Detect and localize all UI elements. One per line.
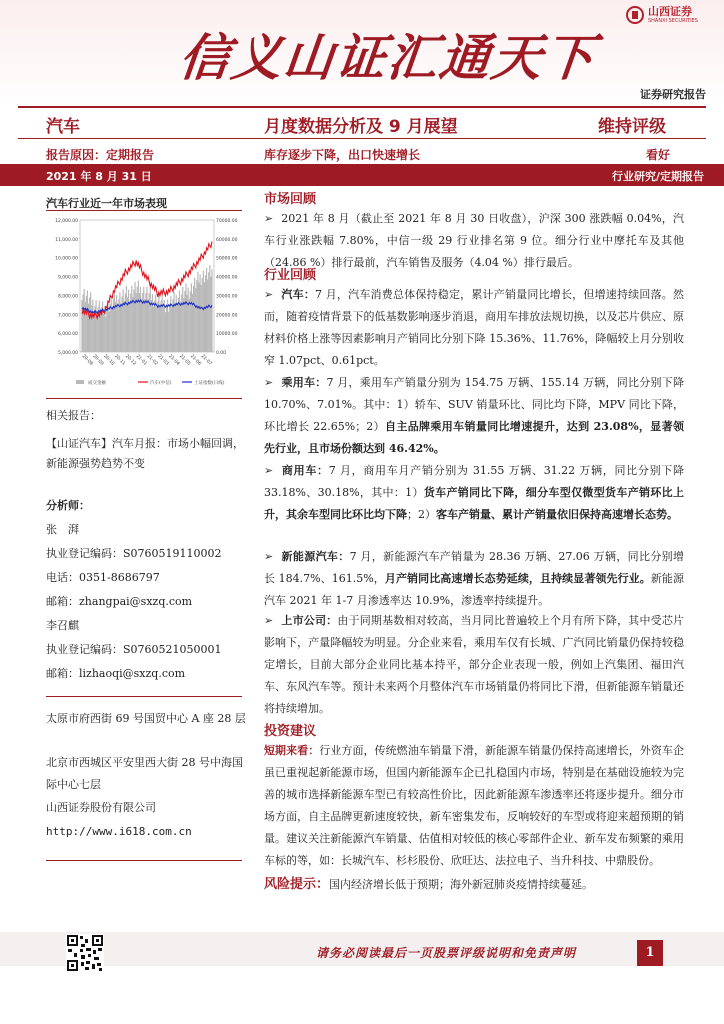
volume-bar xyxy=(175,303,176,352)
company-logo xyxy=(626,6,698,24)
chart-title: 汽车行业近一年市场表现 xyxy=(46,197,167,210)
volume-bar xyxy=(84,289,85,352)
address-beijing: 北京市西城区平安里西大街 28 号中海国际中心七层 xyxy=(46,756,243,791)
left-divider-2 xyxy=(46,696,242,697)
page-number: 1 xyxy=(637,940,663,966)
volume-bar xyxy=(128,290,129,352)
analyst2-name: 李召麒 xyxy=(46,619,79,632)
para-nev xyxy=(264,546,684,612)
para-auto-lead: 汽车： xyxy=(281,288,316,301)
market-review-text xyxy=(264,208,684,274)
x-tick-label: 20-09 xyxy=(91,353,105,367)
arrow-bullet-icon: ➢ xyxy=(264,464,274,477)
volume-bar xyxy=(118,299,119,352)
header-slogan: 信义山证汇通天下 xyxy=(176,28,599,87)
market-chart xyxy=(46,214,246,392)
arrow-bullet-icon: ➢ xyxy=(264,550,274,563)
volume-bar xyxy=(178,298,179,352)
volume-bar xyxy=(153,307,154,352)
para-nev-bold: 月产销同比高速增长态势延续，且持续显著领先行业。 xyxy=(384,572,651,585)
market-review-body: 2021 年 8 月（截止至 2021 年 8 月 30 日收盘），沪深 300 涨跌幅 0.04%，汽车行业涨跌幅 7.80%，中信一级 29 行业排名第 9 位。细分行业中摩托车及其他（24.86 %）排行最前，汽车销售及服务（4.04 %）排行最后。 xyxy=(264,212,684,269)
legend-label: 汽车(中信) xyxy=(150,381,172,386)
para-commercial-bold1: 货车产销同比下降，细分车型仅微型货车产销环比上升，其余车型同比环比均下降 xyxy=(264,486,685,521)
volume-bar xyxy=(162,294,163,352)
volume-bar xyxy=(147,299,148,352)
company-website[interactable]: http://www.i618.com.cn xyxy=(46,825,192,838)
volume-bar xyxy=(157,301,158,352)
volume-bar xyxy=(163,306,164,352)
arrow-bullet-icon: ➢ xyxy=(264,614,274,627)
company-name: 山西证券股份有限公司 xyxy=(46,801,156,814)
left-tick-label: 6,000.00 xyxy=(57,332,78,338)
para-commercial-body: 7 月，商用车月产销分别为 31.55 万辆、31.22 万辆，同比分别下降 33.18%、30.18%，其中：1） xyxy=(264,464,685,499)
x-tick-label: 21-03 xyxy=(156,353,170,367)
volume-bar xyxy=(99,301,100,352)
volume-bar xyxy=(183,298,184,352)
volume-bar xyxy=(120,304,121,352)
volume-bar xyxy=(190,291,191,352)
right-tick-label: 50000.00 xyxy=(216,256,238,262)
report-subtitle: 库存逐步下降，出口快速增长 xyxy=(264,148,421,162)
x-tick-label: 20-08 xyxy=(80,353,94,367)
volume-bar xyxy=(124,301,125,352)
volume-bar xyxy=(182,287,183,352)
x-tick-label: 21-01 xyxy=(134,353,148,367)
risk-heading: 风险提示： xyxy=(264,877,330,892)
volume-bar xyxy=(166,306,167,352)
volume-bar xyxy=(188,288,189,352)
right-tick-label: 10000.00 xyxy=(216,332,238,338)
arrow-bullet-icon: ➢ xyxy=(264,212,274,225)
related-label: 相关报告： xyxy=(46,409,101,422)
volume-bar xyxy=(103,314,104,352)
volume-bar xyxy=(198,283,199,352)
left-tick-label: 12,000.00 xyxy=(55,219,78,224)
volume-bar xyxy=(205,275,206,352)
analyst1-email[interactable]: 邮箱：zhangpai@sxzq.com xyxy=(46,595,193,608)
volume-bar xyxy=(117,307,118,352)
volume-bar xyxy=(196,280,197,352)
volume-bar xyxy=(211,269,212,352)
para-commercial-mid: ；2） xyxy=(407,508,436,521)
volume-bar xyxy=(210,277,211,352)
volume-bar xyxy=(199,274,200,352)
volume-bar xyxy=(137,287,138,352)
date-band xyxy=(0,164,724,186)
volume-bar xyxy=(123,289,124,352)
x-tick-label: 21-06 xyxy=(188,353,202,367)
chart-title-rule xyxy=(46,210,242,211)
volume-bar xyxy=(202,278,203,352)
volume-bar xyxy=(203,271,204,352)
volume-bar xyxy=(144,299,145,352)
volume-bar xyxy=(141,299,142,352)
volume-bar xyxy=(185,284,186,352)
volume-bar xyxy=(151,300,152,352)
volume-bar xyxy=(86,296,87,352)
market-review-heading: 市场回顾 xyxy=(264,192,317,207)
rating: 维持评级 xyxy=(598,117,666,137)
volume-bar xyxy=(110,304,111,352)
legend-swatch xyxy=(76,380,84,384)
para-risk xyxy=(264,874,684,896)
para-commercial-lead: 商用车： xyxy=(281,464,329,477)
volume-bar xyxy=(105,317,106,352)
right-tick-label: 0.00 xyxy=(216,351,227,356)
volume-bar xyxy=(189,299,190,352)
title-divider xyxy=(18,138,706,139)
para-nev-body: 7 月，新能源汽车产销量为 28.36 万辆、27.06 万辆，同比分别增长 184.7%、161.5%， xyxy=(264,550,685,585)
volume-bar xyxy=(131,286,132,352)
left-tick-label: 9,000.00 xyxy=(57,275,78,281)
left-tick-label: 11,000.00 xyxy=(55,237,78,243)
para-passenger-bold: 自主品牌乘用车销量同比增速提升，达到 23.08%，显著领先行业，且市场份额达到 46.42%。 xyxy=(264,420,684,455)
right-tick-label: 30000.00 xyxy=(216,294,238,300)
volume-bar xyxy=(177,306,178,352)
footer-disclaimer[interactable]: 请务必阅读最后一页股票评级说明和免责声明 xyxy=(316,946,577,960)
rating-view: 看好 xyxy=(646,148,671,162)
analyst2-cert: 执业登记编码：S0760521050001 xyxy=(46,643,222,656)
volume-bar xyxy=(204,282,205,352)
related-report[interactable]: 【山证汽车】汽车月报：市场小幅回调，新能源强势趋势不变 xyxy=(46,437,244,470)
para-listed xyxy=(264,610,684,720)
volume-bar xyxy=(95,300,96,352)
volume-bar xyxy=(191,283,192,352)
para-passenger xyxy=(264,372,684,460)
volume-bar xyxy=(82,294,83,352)
volume-bar xyxy=(133,289,134,352)
volume-bar xyxy=(100,313,101,352)
volume-bar xyxy=(201,285,202,352)
volume-bar xyxy=(192,294,193,352)
volume-bar xyxy=(194,278,195,352)
volume-bar xyxy=(209,265,210,352)
volume-bar xyxy=(140,287,141,352)
volume-bar xyxy=(111,296,112,352)
volume-bar xyxy=(179,290,180,352)
volume-bar xyxy=(164,300,165,352)
x-tick-label: 20-12 xyxy=(123,353,137,367)
report-reason: 报告原因：定期报告 xyxy=(46,148,155,162)
logo-en: SHANXI SECURITIES xyxy=(648,18,698,24)
x-tick-label: 21-04 xyxy=(167,353,181,367)
volume-bar xyxy=(150,287,151,352)
analyst1-phone: 电话：0351-8686797 xyxy=(46,571,160,584)
para-nev-tail: 新能源汽车 2021 年 1-7 月渗透率达 10.9%，渗透率持续提升。 xyxy=(264,572,685,607)
volume-bar xyxy=(195,288,196,352)
x-tick-label: 20-10 xyxy=(102,353,116,367)
volume-bar xyxy=(165,312,166,352)
para-invest xyxy=(264,740,684,872)
logo-name: 山西证券 xyxy=(648,5,692,18)
volume-bar xyxy=(206,268,207,352)
volume-bar xyxy=(171,307,172,352)
report-type: 证券研究报告 xyxy=(640,88,706,101)
right-tick-label: 60000.00 xyxy=(216,237,238,243)
right-tick-label: 20000.00 xyxy=(216,313,238,319)
volume-bar xyxy=(92,300,93,352)
volume-bar xyxy=(89,298,90,352)
para-invest-lead: 短期来看： xyxy=(264,744,320,757)
report-category: 行业研究/定期报告 xyxy=(611,170,704,183)
left-tick-label: 7,000.00 xyxy=(57,313,78,319)
risk-body: 国内经济增长低于预期；海外新冠肺炎疫情持续蔓延。 xyxy=(329,878,594,891)
volume-bar xyxy=(116,295,117,352)
left-divider-3 xyxy=(46,860,242,861)
volume-bar xyxy=(138,281,139,352)
volume-bar xyxy=(126,286,127,352)
right-tick-label: 40000.00 xyxy=(216,275,238,281)
right-tick-label: 70000.00 xyxy=(216,219,238,224)
report-title: 月度数据分析及 9 月展望 xyxy=(264,117,458,137)
header-divider xyxy=(18,106,706,108)
volume-bar xyxy=(87,291,88,352)
volume-bar xyxy=(207,279,208,352)
para-auto-body: 7 月，汽车消费总体保持稳定，累计产销量同比增长，但增速持续回落。然而，随着疫情背景下的低基数影响逐步消退，商用车排放法规切换，以及芯片供应、原材料价格上涨等因素影响月产销同比分别下降 15.36%、11.76%，降幅较上月分别收窄 1.07pct、0.61pct。 xyxy=(264,288,684,367)
volume-bar xyxy=(159,307,160,352)
para-commercial-bold2: 客车产销量、累计产销量依旧保持高速增长态势。 xyxy=(436,508,678,521)
volume-bar xyxy=(168,312,169,352)
volume-bar xyxy=(132,297,133,352)
volume-bar xyxy=(114,291,115,352)
report-date: 2021 年 8 月 31 日 xyxy=(46,170,152,183)
volume-bar xyxy=(143,287,144,352)
para-passenger-lead: 乘用车： xyxy=(281,376,327,389)
volume-bar xyxy=(208,272,209,352)
qr-code-icon[interactable] xyxy=(66,934,104,972)
volume-bar xyxy=(134,282,135,352)
arrow-bullet-icon: ➢ xyxy=(264,288,274,301)
volume-bar xyxy=(160,301,161,352)
address-taiyuan: 太原市府西街 69 号国贸中心 A 座 28 层 xyxy=(46,712,246,725)
volume-bar xyxy=(152,294,153,352)
volume-bar xyxy=(184,291,185,352)
volume-bar xyxy=(115,302,116,352)
arrow-bullet-icon: ➢ xyxy=(264,376,274,389)
para-listed-body: 由于同期基数相对较高，当月同比普遍较上个月有所下降，其中受芯片影响下，产量降幅较为明显。分企业来看，乘用车仅有长城、广汽同比销量仍保持较稳定增长，目前大部分企业同比基本持平，部分企业表现一般，例如上汽集团、福田汽车、东风汽车等。预计未来两个月整体汽车市场销量仍将同比下滑，但新能源车销量还将持续增加。 xyxy=(264,614,685,715)
volume-bar xyxy=(197,272,198,352)
volume-bar xyxy=(193,286,194,352)
legend-label: 成交金额 xyxy=(88,381,106,386)
volume-bar xyxy=(169,304,170,352)
volume-bar xyxy=(108,312,109,352)
volume-bar xyxy=(112,307,113,352)
para-listed-lead: 上市公司： xyxy=(281,614,338,627)
volume-bar xyxy=(90,292,91,352)
volume-bar xyxy=(158,295,159,352)
analyst1-cert: 执业登记编码：S0760519110002 xyxy=(46,547,222,560)
volume-bar xyxy=(154,301,155,352)
para-invest-body: 行业方面，传统燃油车销量下滑，新能源车销量仍保持高速增长，外资车企虽已重视起新能源市场，但国内新能源车企已扎稳国内市场，特别是在基础设施较为完善的城市选择新能源车型已有较高性价比，因此新能源车渗透率还将逐步提升。细分市场方面，自主品牌更新速度较快，新车密集发布，反响较好的车型或将迎来超预期的销量。建议关注新能源汽车销量、估值相对较低的核心零部件企业、新车发布频繁的乘用车标的等，如：长城汽车、杉杉股份、欣旺达、法拉电子、当升科技、中鼎股份。 xyxy=(264,744,685,867)
x-tick-label: 21-07 xyxy=(199,353,213,367)
para-commercial xyxy=(264,460,684,526)
analyst1-name: 张 湃 xyxy=(46,523,79,536)
volume-bar xyxy=(146,287,147,352)
para-passenger-body: 7 月，乘用车产销量分别为 154.75 万辆、155.14 万辆，同比分别下降 10.70%、7.01%。其中：1）轿车、SUV 销量环比、同比均下降，MPV 同比下降，环比增长 22.65%；2） xyxy=(264,376,684,433)
volume-bar xyxy=(129,301,130,352)
legend-label: 上证指数(日线) xyxy=(194,381,225,386)
para-nev-lead: 新能源汽车： xyxy=(281,550,350,563)
volume-bar xyxy=(156,307,157,352)
volume-bar xyxy=(119,292,120,352)
x-tick-label: 21-05 xyxy=(178,353,191,367)
analyst-label: 分析师： xyxy=(46,499,90,512)
left-divider xyxy=(46,398,242,399)
left-tick-label: 5,000.00 xyxy=(57,351,78,356)
analyst2-email[interactable]: 邮箱：lizhaoqi@sxzq.com xyxy=(46,667,186,680)
industry-name: 汽车 xyxy=(46,117,80,137)
x-tick-label: 20-11 xyxy=(113,353,126,367)
invest-heading: 投资建议 xyxy=(264,724,317,739)
para-auto xyxy=(264,284,684,372)
industry-review-heading: 行业回顾 xyxy=(264,268,317,283)
volume-bar xyxy=(173,292,174,352)
volume-bar xyxy=(106,309,107,352)
x-tick-label: 21-02 xyxy=(145,353,159,367)
volume-bar xyxy=(180,302,181,352)
left-tick-label: 8,000.00 xyxy=(57,294,78,300)
logo-mark-icon xyxy=(626,6,644,24)
left-tick-label: 10,000.00 xyxy=(55,256,78,262)
